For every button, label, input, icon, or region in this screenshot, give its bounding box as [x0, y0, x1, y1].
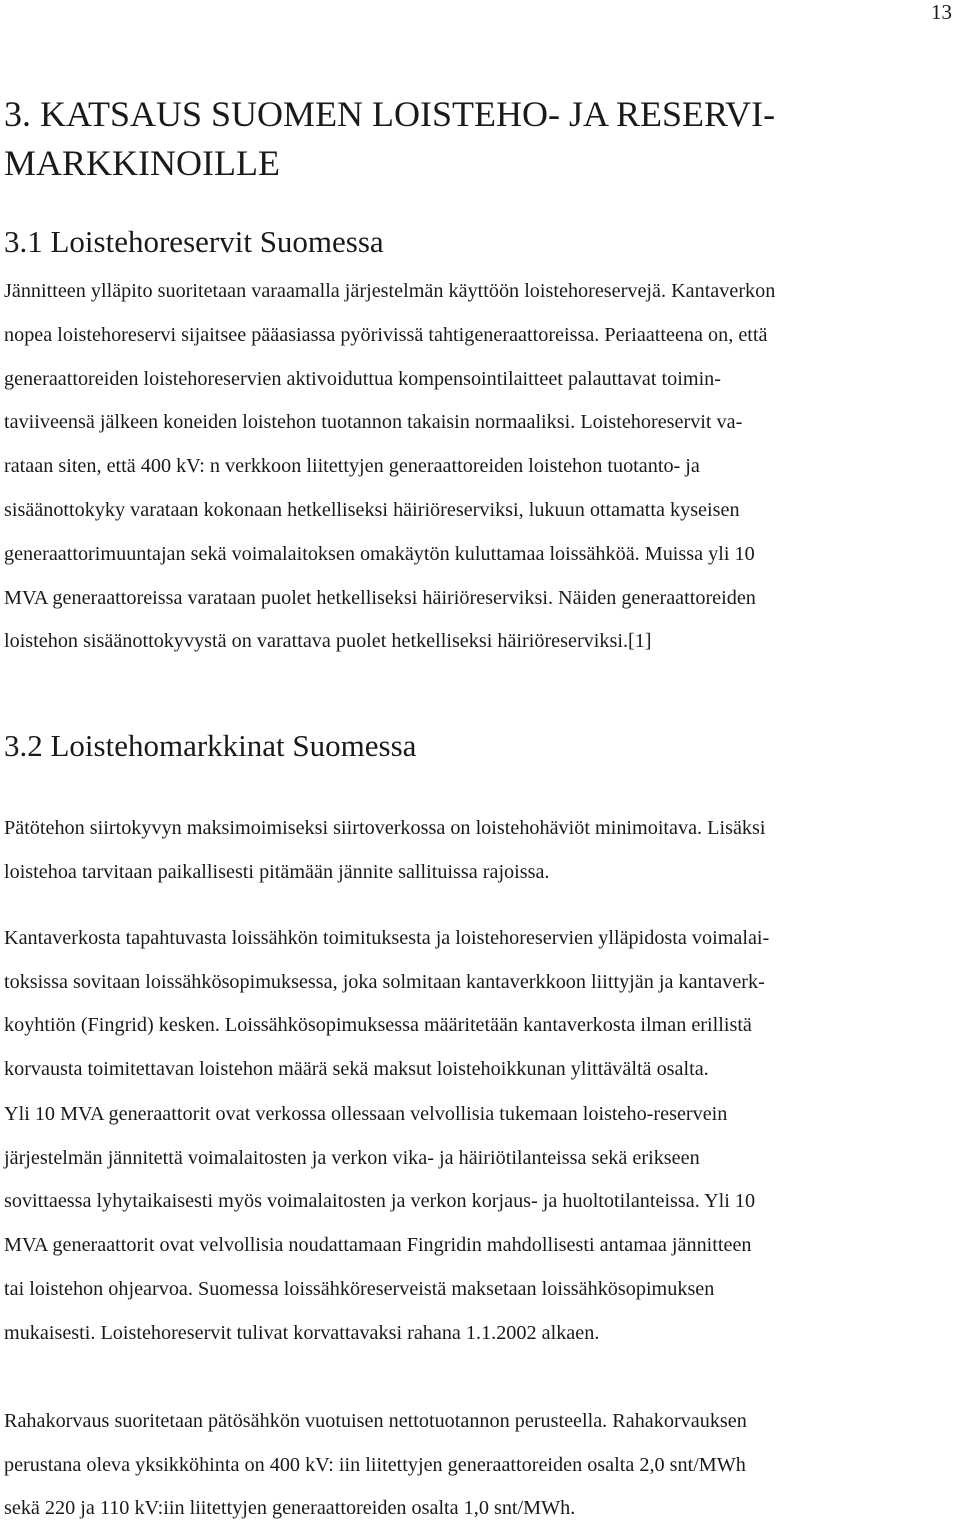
text-line: sisäänottokyky varataan kokonaan hetkelliseksi häiriöreserviksi, lukuun ottamatta kyseisen: [4, 498, 740, 521]
text-line: rataan siten, että 400 kV: n verkkoon liitettyjen generaattoreiden loistehon tuotanto- ja: [4, 455, 700, 478]
text-line: sekä 220 ja 110 kV:iin liitettyjen generaattoreiden osalta 1,0 snt/MWh.: [4, 1497, 576, 1519]
text-line: Pätötehon siirtokyvyn maksimoimiseksi siirtoverkossa on loistehohäviöt minimoitava. Lisäksi: [4, 817, 766, 839]
text-line: MVA generaattorit ovat velvollisia noudattamaan Fingridin mahdollisesti antamaa jännitteen: [4, 1234, 752, 1257]
section-3-2-paragraph-1: [4, 806, 954, 894]
text-line: perustana oleva yksikköhinta on 400 kV: iin liitettyjen generaattoreiden osalta 2,0 snt/MWh: [4, 1453, 746, 1476]
text-line: toksissa sovitaan loissähkösopimuksessa, joka solmitaan kantaverkkoon liittyjän ja kantaverk-: [4, 970, 765, 993]
text-line: korvausta toimitettavan loistehon määrä sekä maksut loistehoikkunan ylittävältä osalta.: [4, 1057, 709, 1080]
text-line: nopea loistehoreservi sijaitsee pääasiassa pyörivissä tahtigeneraattoreissa. Periaatteena on, että: [4, 323, 768, 346]
text-line: Kantaverkosta tapahtuvasta loissähkön toimituksesta ja loistehoreservien ylläpidosta voimalai-: [4, 927, 770, 949]
chapter-heading-line-2: MARKKINOILLE: [4, 143, 280, 183]
section-3-2-heading: 3.2 Loistehomarkkinat Suomessa: [4, 728, 417, 763]
text-line: järjestelmän jännitettä voimalaitosten ja verkon vika- ja häiriötilanteissa sekä erikseen: [4, 1146, 700, 1169]
text-line: loistehon sisäänottokyvystä on varattava puolet hetkelliseksi häiriöreserviksi.[1]: [4, 630, 652, 653]
text-line: MVA generaattoreissa varataan puolet hetkelliseksi häiriöreserviksi. Näiden generaattoreiden: [4, 586, 756, 609]
text-line: tai loistehon ohjearvoa. Suomessa loissähköreserveistä maksetaan loissähkösopimuksen: [4, 1277, 715, 1300]
section-3-1-heading: 3.1 Loistehoreservit Suomessa: [4, 224, 384, 259]
text-line: koyhtiön (Fingrid) kesken. Loissähkösopimuksessa määritetään kantaverkosta ilman erillistä: [4, 1014, 752, 1036]
text-line: loistehoa tarvitaan paikallisesti pitämään jännite sallituissa rajoissa.: [4, 861, 550, 883]
section-3-2-paragraph-3: [4, 1093, 954, 1355]
text-line: generaattoreiden loistehoreservien aktivoiduttua kompensointilaitteet palauttavat toimin-: [4, 367, 721, 390]
text-line: Jännitteen ylläpito suoritetaan varaamalla järjestelmän käyttöön loistehoreservejä. Kantaverkon: [4, 280, 776, 302]
text-line: generaattorimuuntajan sekä voimalaitoksen omakäytön kuluttamaa loissähköä. Muissa yli 10: [4, 542, 755, 565]
chapter-heading-line-1: 3. KATSAUS SUOMEN LOISTEHO- JA RESERVI-: [4, 94, 776, 134]
section-3-2-paragraph-4: [4, 1400, 954, 1531]
text-line: Rahakorvaus suoritetaan pätösähkön vuotuisen nettotuotannon perusteella. Rahakorvauksen: [4, 1410, 747, 1432]
text-line: taviiveensä jälkeen koneiden loistehon tuotannon takaisin normaaliksi. Loistehoreservit va-: [4, 411, 743, 434]
section-3-2-paragraph-2: [4, 917, 954, 1091]
text-line: sovittaessa lyhytaikaisesti myös voimalaitosten ja verkon korjaus- ja huoltotilanteissa. Yli 10: [4, 1190, 756, 1213]
chapter-heading: [4, 90, 944, 188]
section-3-1-paragraph: [4, 270, 954, 664]
page-number: 13: [931, 0, 952, 24]
text-line: mukaisesti. Loistehoreservit tulivat korvattavaksi rahana 1.1.2002 alkaen.: [4, 1321, 600, 1344]
text-line: Yli 10 MVA generaattorit ovat verkossa ollessaan velvollisia tukemaan loisteho-reservein: [4, 1103, 728, 1125]
